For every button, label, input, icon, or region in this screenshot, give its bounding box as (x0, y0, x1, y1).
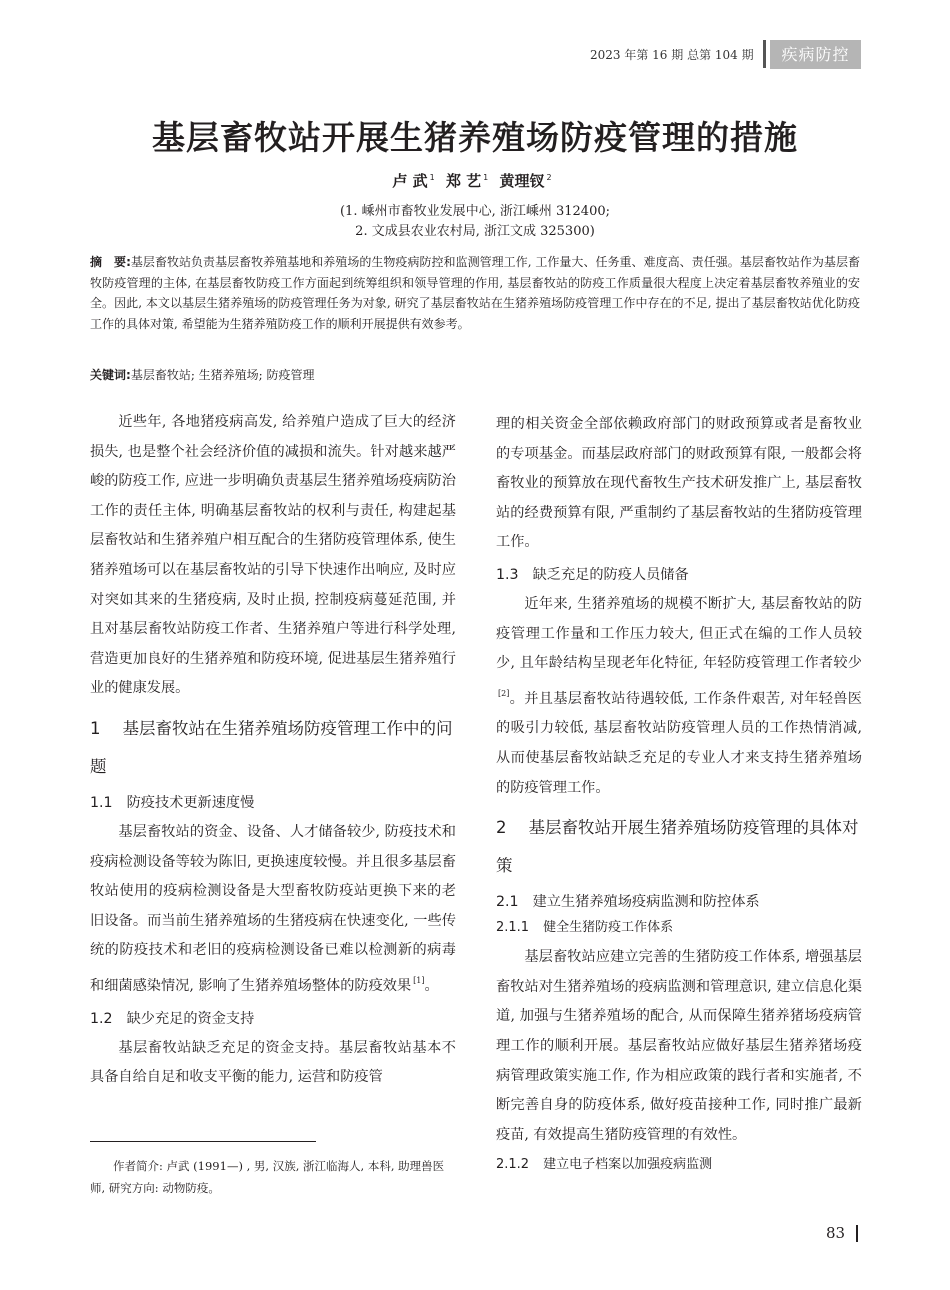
body-paragraph: 基层畜牧站应建立完善的生猪防疫工作体系, 增强基层畜牧站对生猪养殖场的疫病监测和管理意识, 建立信息化渠道, 加强与生猪养殖场的配合, 从而保障生猪养猪场疫病管理工作的顺利开展。基层畜牧站应做好基层生猪养猪场疫病管理政策实施工作, 作为相应政策的践行者和实施者, 不断完善自身的防疫体系, 做好疫苗接种工作, 同时推广最新疫苗, 有效提高生猪防疫管理的有效性。 (496, 949, 862, 1143)
section-title: 基层畜牧站在生猪养殖场防疫管理工作中的问题 (90, 718, 453, 776)
author-footnote: 作者简介: 卢武 (1991—) , 男, 汉族, 浙江临海人, 本科, 助理兽医师, 研究方向: 动物防疫。 (90, 1159, 445, 1195)
section-heading (496, 809, 862, 885)
paragraph-end: 。 (424, 977, 439, 994)
body-paragraph: 理的相关资金全部依赖政府部门的财政预算或者是畜牧业的专项基金。而基层政府部门的财政预算有限, 一般都会将畜牧业的预算放在现代畜牧生产技术研发推广上, 基层畜牧站的经费预算有限, 严重制约了基层畜牧站的生猪防疫管理工作。 (496, 416, 862, 551)
right-column (496, 410, 862, 1180)
intro-paragraph: 近些年, 各地猪疫病高发, 给养殖户造成了巨大的经济损失, 也是整个社会经济价值的减损和流失。针对越来越严峻的防疫工作, 应进一步明确负责基层生猪养殖场疫病防治工作的责任主体, 明确基层畜牧站的权利与责任, 构建起基层畜牧站和生猪养殖户相互配合的生猪防疫管理体系, 使生猪养殖场可以在基层畜牧站的引导下快速作出响应, 及时应对突如其来的生猪疫病, 及时止损, 控制疫病蔓延范围, 并且对基层畜牧站防疫工作者、生猪养殖户等进行科学处理, 营造更加良好的生猪养殖和防疫环境, 促进基层生猪养殖行业的健康发展。 (90, 414, 456, 697)
subsection-number: 1.2 (90, 1010, 113, 1027)
paragraph-text: 基层畜牧站的资金、设备、人才储备较少, 防疫技术和疫病检测设备等较为陈旧, 更换速度较慢。并且很多基层畜牧站使用的疫病检测设备是大型畜牧防疫站更换下来的老旧设备。而当前生猪养殖场的生猪疫病在快速变化, 一些传统的防疫技术和老旧的疫病检测设备已难以检测新的病毒和细菌感染情况, 影响了生猪养殖场整体的防疫效果 (90, 823, 456, 994)
subsection-title: 防疫技术更新速度慢 (126, 794, 255, 811)
paragraph-text: 近年来, 生猪养殖场的规模不断扩大, 基层畜牧站的防疫管理工作量和工作压力较大, 但正式在编的工作人员较少, 且年龄结构呈现老年化特征, 年轻防疫管理工作者较少 (496, 595, 862, 672)
subsection-number: 1.3 (496, 566, 519, 583)
subsection-title: 缺少充足的资金支持 (126, 1010, 255, 1027)
subsection-heading (496, 564, 862, 586)
affiliation-line: (1. 嵊州市畜牧业发展中心, 浙江嵊州 312400; (339, 204, 610, 219)
keywords-label: 关键词: (90, 368, 131, 382)
subsubsection-title: 健全生猪防疫工作体系 (543, 920, 674, 936)
abstract (90, 252, 860, 334)
keywords-text: 基层畜牧站; 生猪养殖场; 防疫管理 (130, 368, 315, 382)
page-number: 83 (826, 1224, 846, 1242)
subsection-title: 缺乏充足的防疫人员储备 (532, 566, 689, 583)
subsection-title: 建立生猪养殖场疫病监测和防控体系 (532, 894, 760, 911)
author-affiliation-mark: 2 (546, 173, 552, 182)
keywords (90, 366, 860, 383)
body-paragraph: 基层畜牧站缺乏充足的资金支持。基层畜牧站基本不具备自给自足和收支平衡的能力, 运营和防疫管 (90, 1039, 456, 1086)
left-column (90, 408, 456, 1093)
footnote-rule (90, 1141, 316, 1142)
article-title: 基层畜牧站开展生猪养殖场防疫管理的措施 (152, 118, 798, 157)
affiliation-line: 2. 文成县农业农村局, 浙江文成 325300) (355, 224, 595, 239)
body-paragraph (496, 590, 862, 803)
abstract-label: 摘 要: (90, 255, 131, 269)
author-name: 卢 武 (392, 172, 428, 190)
paragraph-text: 。并且基层畜牧站待遇较低, 工作条件艰苦, 对年轻兽医的吸引力较低, 基层畜牧站防疫管理人员的工作热情消减, 从而使基层畜牧站缺乏充足的专业人才来支持生猪养殖场的防疫管理工作。 (496, 690, 862, 796)
subsection-heading (90, 792, 456, 814)
subsubsection-number: 2.1.2 (496, 1157, 530, 1173)
header-divider (763, 40, 766, 68)
section-title: 基层畜牧站开展生猪养殖场防疫管理的具体对策 (496, 818, 859, 876)
section-heading (90, 710, 456, 786)
subsubsection-heading (496, 917, 862, 939)
subsection-number: 1.1 (90, 794, 113, 811)
subsubsection-number: 2.1.1 (496, 920, 530, 936)
subsection-heading (496, 891, 862, 913)
author-name: 郑 艺 (445, 172, 482, 190)
abstract-text: 基层畜牧站负责基层畜牧养殖基地和养殖场的生物疫病防控和监测管理工作, 工作量大、任务重、难度高、责任强。基层畜牧站作为基层畜牧防疫管理的主体, 在基层畜牧防疫工作方面起到统筹组织和领导管理的作用, 基层畜牧站的防疫工作质量很大程度上决定着基层畜牧养殖业的安全。因此, 本文以基层生猪养殖场的防疫管理任务为对象, 研究了基层畜牧站在生猪养殖场防疫管理工作中存在的不足, 提出了基层畜牧站优化防疫工作的具体对策, 希望能为生猪养殖防疫工作的顺利开展提供有效参考。 (90, 255, 860, 331)
subsubsection-title: 建立电子档案以加强疫病监测 (543, 1157, 713, 1173)
subsection-number: 2.1 (496, 894, 519, 911)
section-badge: 疾病防控 (770, 40, 861, 69)
subsection-heading (90, 1008, 456, 1030)
author-list (0, 170, 950, 191)
body-paragraph (90, 818, 456, 1002)
citation-ref: [2] (498, 688, 510, 698)
section-number: 2 (496, 818, 507, 838)
author-affiliation-mark: 1 (483, 173, 489, 182)
page-number-bar (856, 1225, 858, 1242)
citation-ref: [1] (413, 975, 425, 985)
section-number: 1 (90, 718, 101, 738)
author-affiliation-mark: 1 (429, 173, 435, 182)
issue-info: 2023 年第 16 期 总第 104 期 (590, 48, 754, 62)
author-name: 黄理钗 (499, 172, 545, 190)
subsubsection-heading (496, 1154, 862, 1176)
